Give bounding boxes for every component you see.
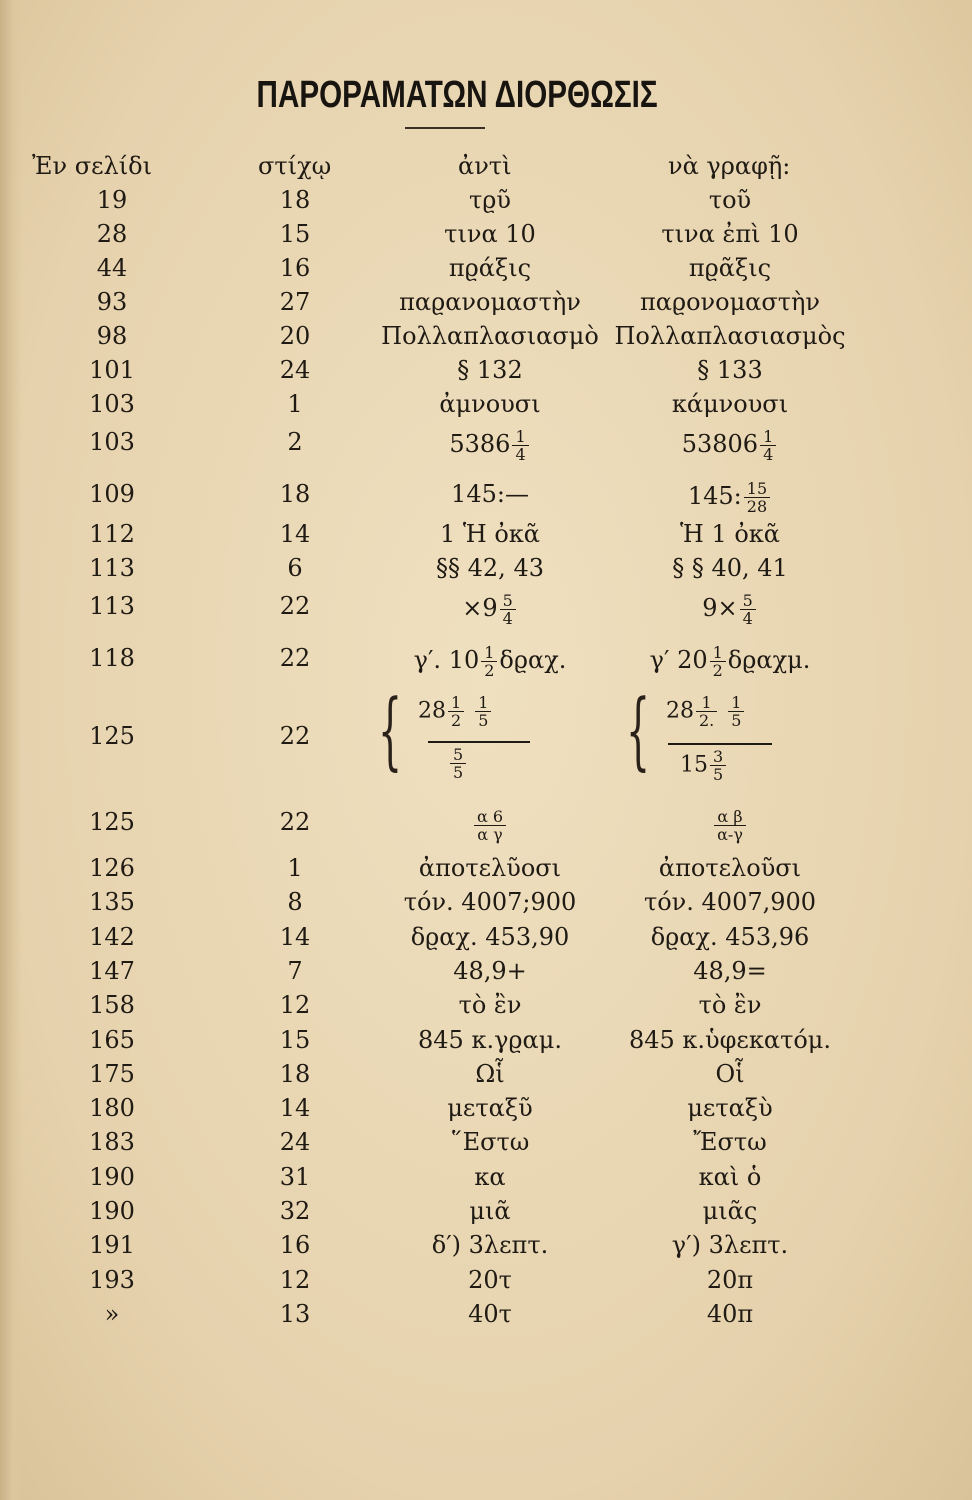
right-prefix: 9×: [702, 594, 738, 622]
table-row: [0, 991, 972, 1025]
table-row: [0, 288, 972, 322]
numerator: 1: [760, 428, 776, 446]
table-row: [0, 186, 972, 220]
table-row: [0, 1060, 972, 1094]
denominator: 4: [763, 445, 774, 464]
right-main-bar: [668, 743, 772, 745]
row-right: 845 κ.ὑφεκατόμ.: [628, 1025, 832, 1054]
table-row: [0, 957, 972, 991]
row-right: τόν. 4007,900: [643, 888, 817, 917]
row-line: 18: [279, 186, 311, 214]
row-right: πϱᾶξις: [688, 254, 772, 282]
row-page: 103: [89, 390, 135, 418]
table-row: [0, 254, 972, 288]
row-right: [610, 428, 850, 463]
row-wrong: Ωἷ: [475, 1059, 505, 1088]
denominator: α-γ: [717, 825, 743, 844]
row-right: [610, 480, 850, 515]
row-page: 101: [89, 356, 135, 384]
row-page: 125: [89, 808, 135, 836]
table-row: [0, 1026, 972, 1060]
row-wrong: Πολλαπλασιασμὸ: [381, 322, 599, 350]
row-page: 135: [89, 888, 135, 917]
row-line: 24: [279, 356, 311, 384]
row-line: 8: [287, 888, 303, 917]
row-page: 103: [89, 428, 135, 456]
header-right: νὰ γραφῇ:: [668, 152, 791, 180]
row-right: δϱαχ. 453,96: [650, 922, 810, 951]
right-fraction: [710, 644, 726, 679]
row-line: 14: [279, 520, 311, 548]
row-wrong: [360, 808, 620, 843]
row-right: γ′) 3λεπτ.: [671, 1231, 789, 1260]
wrong-fraction: [481, 644, 497, 679]
row-page: 142: [89, 922, 135, 951]
right-fraction: [714, 808, 746, 843]
denominator: α γ: [477, 825, 503, 844]
row-right: Πολλαπλασιασμὸς: [614, 322, 846, 350]
row-page: 126: [89, 854, 135, 882]
row-page: 190: [89, 1162, 135, 1191]
right-fraction: [744, 480, 770, 515]
table-row: [0, 390, 972, 424]
wrong-main-bar: [428, 741, 530, 743]
row-right: Οἷ: [715, 1059, 745, 1088]
right-bottom-int: 15: [680, 752, 708, 778]
right-top-fraction-2: [728, 694, 744, 729]
denominator: 2: [451, 711, 462, 730]
row-line: 24: [279, 1128, 311, 1157]
row-wrong: δϱαχ. 453,90: [410, 922, 570, 951]
row-line: 22: [279, 808, 311, 836]
header-line: στίχῳ: [258, 152, 332, 180]
right-bottom-fraction: [710, 748, 726, 783]
row-wrong: [360, 644, 620, 679]
right-top-fraction: [696, 694, 717, 729]
numerator: 1: [448, 694, 464, 712]
numerator: 1: [696, 694, 717, 712]
table-row: [0, 480, 972, 514]
wrong-top-fraction-2: [475, 694, 491, 729]
row-right: 48,9=: [693, 956, 767, 985]
row-line: 12: [279, 991, 311, 1020]
denominator: 4: [742, 609, 753, 628]
row-wrong: τινα 10: [444, 220, 536, 248]
row-line: 32: [279, 1197, 311, 1225]
row-right: μιᾶς: [702, 1197, 758, 1225]
denominator: 5: [713, 765, 724, 784]
numerator: α β: [714, 808, 746, 826]
table-row: [0, 888, 972, 922]
numerator: α 6: [474, 808, 506, 826]
table-row: [0, 428, 972, 462]
row-page: 191: [89, 1231, 135, 1260]
table-row: [0, 554, 972, 588]
denominator: 4: [502, 609, 513, 628]
table-row: [0, 1163, 972, 1197]
row-line: 14: [279, 922, 311, 951]
row-wrong: 48,9+: [453, 956, 527, 985]
row-page: 112: [89, 520, 135, 548]
table-row: [0, 854, 972, 888]
right-fraction: [760, 428, 776, 463]
row-page: 113: [89, 554, 135, 582]
row-line: 14: [279, 1094, 311, 1123]
row-wrong: ῞Εστω: [450, 1128, 530, 1157]
numerator: 1: [481, 644, 497, 662]
denominator: 2: [712, 661, 723, 680]
wrong-prefix: ×9: [462, 594, 498, 622]
table-row: [0, 356, 972, 390]
row-page: 44: [96, 254, 128, 282]
table-row: [0, 644, 972, 678]
wrong-fraction: [512, 428, 528, 463]
row-wrong: §§ 42, 43: [436, 554, 544, 582]
wrong-bottom-fraction: [450, 746, 466, 781]
row-right: κάμνουσι: [671, 390, 789, 418]
denominator: 2.: [699, 711, 715, 730]
wrong-top-expr: [418, 694, 493, 729]
row-page: 147: [89, 956, 135, 985]
denominator: 28: [746, 497, 768, 516]
row-line: 18: [279, 480, 311, 508]
numerator: 1: [512, 428, 528, 446]
right-prefix: γ′ 20: [649, 646, 708, 674]
row-wrong: παϱανομαστὴν: [399, 288, 581, 316]
row-line: 20: [279, 322, 311, 350]
row-page: 158: [89, 991, 135, 1020]
row-right: μεταξὺ: [687, 1094, 773, 1123]
row-page: 93: [96, 288, 128, 316]
numerator: 1: [710, 644, 726, 662]
denominator: 5: [453, 763, 464, 782]
row-wrong: τϱῦ: [469, 186, 511, 214]
wrong-fraction: [500, 592, 516, 627]
row-right: § § 40, 41: [672, 554, 788, 582]
right-fraction: [740, 592, 756, 627]
numerator: 15: [744, 480, 770, 498]
wrong-top-int: 28: [418, 698, 446, 724]
row-wrong: μιᾶ: [469, 1197, 511, 1225]
row-wrong: § 132: [457, 356, 523, 384]
row-right: ἀποτελοῦσι: [658, 854, 802, 882]
row-page: 118: [89, 644, 135, 672]
row-wrong: ἀμνουσι: [439, 390, 541, 418]
wrong-suffix: δϱαχ.: [499, 646, 567, 674]
row-line: 15: [279, 220, 311, 248]
wrong-bottom-expr: [448, 746, 468, 781]
row-right: καὶ ὁ: [698, 1162, 762, 1191]
right-int: 145:: [687, 482, 742, 510]
row-right: τινα ἐπὶ 10: [661, 220, 799, 248]
table-row: [0, 1128, 972, 1162]
table-row: [0, 808, 972, 842]
row-right: παϱονομαστὴν: [639, 288, 820, 316]
table-row: [0, 1094, 972, 1128]
table-row: [0, 1300, 972, 1334]
numerator: 5: [450, 746, 466, 764]
row-page: 19: [96, 186, 128, 214]
row-line: 6: [287, 554, 303, 582]
row-right: τοῦ: [708, 186, 752, 214]
row-wrong: 845 κ.γϱαμ.: [418, 1025, 562, 1054]
row-page: 113: [89, 592, 135, 620]
row-page: 190: [89, 1197, 135, 1225]
wrong-int: 5386: [449, 430, 511, 458]
row-page: 165: [89, 1025, 135, 1054]
row-wrong: 145:—: [451, 480, 529, 508]
table-row: [0, 592, 972, 626]
row-right: Ἡ 1 ὀκᾶ: [680, 520, 780, 548]
denominator: 2: [484, 661, 495, 680]
row-line: 16: [279, 254, 311, 282]
row-wrong: [360, 428, 620, 463]
row-right: § 133: [697, 356, 763, 384]
row-line: 22: [279, 644, 311, 672]
row-line: 27: [279, 288, 311, 316]
numerator: 5: [740, 592, 756, 610]
row-wrong: 40τ: [468, 1299, 512, 1328]
row-page: 193: [89, 1265, 135, 1294]
numerator: 5: [500, 592, 516, 610]
row-line: 13: [279, 1299, 311, 1328]
row-page: »: [104, 1299, 120, 1328]
table-row: [0, 220, 972, 254]
row-right: 40π: [706, 1299, 754, 1328]
row-page: 125: [89, 722, 135, 750]
row-wrong: πϱάξις: [448, 254, 532, 282]
numerator: 1: [728, 694, 744, 712]
row-right: [610, 644, 850, 679]
row-line: 7: [287, 956, 303, 985]
denominator: 5: [731, 711, 742, 730]
row-wrong: δ′) 3λεπτ.: [431, 1231, 549, 1260]
row-right: Ἔστω: [693, 1128, 767, 1157]
denominator: 5: [478, 711, 489, 730]
table-row: [0, 1266, 972, 1300]
row-wrong: ἀποτελῦοσι: [418, 854, 562, 882]
right-int: 53806: [681, 430, 759, 458]
row-right: [610, 592, 850, 627]
numerator: 1: [475, 694, 491, 712]
row-page: 109: [89, 480, 135, 508]
left-brace: {: [378, 681, 403, 779]
row-line: 18: [279, 1059, 311, 1088]
row-page: 180: [89, 1094, 135, 1123]
row-line: 1: [287, 854, 303, 882]
row-line: 16: [279, 1231, 311, 1260]
row-right: [610, 808, 850, 843]
row-wrong: μεταξῦ: [447, 1094, 533, 1123]
header-wrong: ἀντὶ: [458, 152, 512, 180]
right-top-expr: [666, 694, 746, 729]
table-row: [0, 322, 972, 356]
row-wrong: [360, 592, 620, 627]
row-right: τὸ ἒν: [698, 991, 762, 1020]
denominator: 4: [515, 445, 526, 464]
row-line: 1: [287, 390, 303, 418]
row-line: 2: [287, 428, 303, 456]
table-row: [0, 520, 972, 554]
row-wrong: τόν. 4007;900: [403, 888, 577, 917]
numerator: 3: [710, 748, 726, 766]
header-page: Ἐν σελίδι: [32, 152, 152, 180]
row-wrong: κα: [474, 1162, 506, 1191]
row-line: 12: [279, 1265, 311, 1294]
right-suffix: δϱαχμ.: [727, 646, 811, 674]
row-page: 28: [96, 220, 128, 248]
row-line: 22: [279, 592, 311, 620]
row-wrong: τὸ ἒν: [458, 991, 522, 1020]
row-page: 183: [89, 1128, 135, 1157]
row-line: 31: [279, 1162, 311, 1191]
left-brace: {: [626, 681, 651, 779]
right-top-int: 28: [666, 698, 694, 724]
row-line: 15: [279, 1025, 311, 1054]
row-page: 175: [89, 1059, 135, 1088]
table-row: [0, 1231, 972, 1265]
row-line: 22: [279, 722, 311, 750]
page-title: ΠΑΡΟΡΑΜΑΤΩΝ ΔΙΟΡΘΩΣΙΣ: [256, 74, 658, 116]
right-bottom-expr: [680, 748, 728, 783]
row-page: 98: [96, 322, 128, 350]
row-wrong: 1 Ἡ ὀκᾶ: [440, 520, 540, 548]
wrong-fraction: [474, 808, 506, 843]
title-rule: [405, 127, 485, 129]
wrong-prefix: γ′. 10: [413, 646, 480, 674]
row-wrong: 20τ: [468, 1265, 512, 1294]
table-row: [0, 923, 972, 957]
row-right: 20π: [706, 1265, 754, 1294]
table-row: [0, 1197, 972, 1231]
wrong-top-fraction: [448, 694, 464, 729]
